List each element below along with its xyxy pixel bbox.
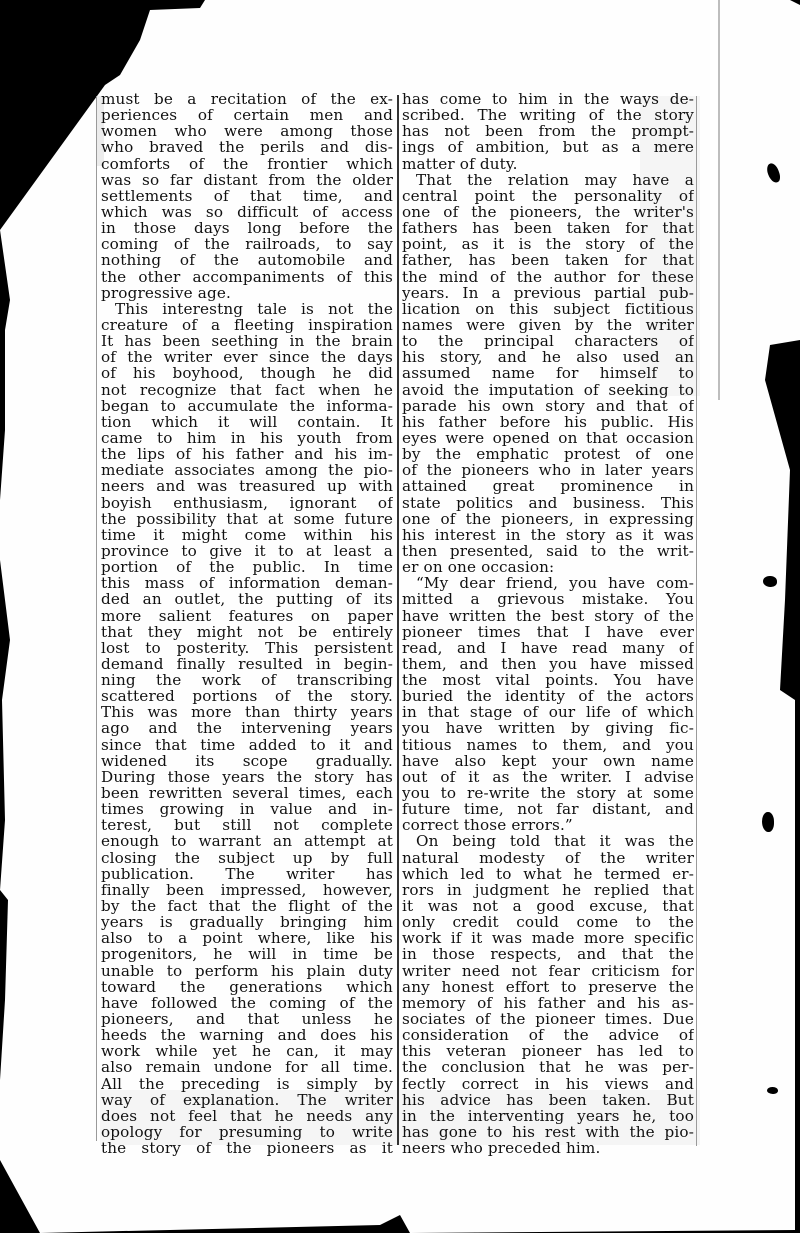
text-line: the possibility that at some future [101,510,393,527]
text-line: tion which it will contain. It [101,413,393,430]
text-line: lost to posterity. This persistent [101,639,393,656]
text-line: periences of certain men and [101,107,393,124]
text-line: also remain undone for all time. [101,1059,393,1076]
text-line: writer need not fear criticism for [402,962,694,979]
text-line: his story, and he also used an [402,349,694,366]
text-line: the lips of his father and his im- [101,446,393,463]
text-line: widened its scope gradually. [101,752,393,769]
text-line: work while yet he can, it may [101,1043,393,1060]
text-column-right [402,91,694,1156]
text-line: the most vital points. You have [402,672,694,689]
text-line: way of explanation. The writer [101,1091,393,1108]
text-line: lication on this subject fictitious [402,300,694,317]
text-line: of the writer ever since the days [101,349,393,366]
text-line: was so far distant from the older [101,171,393,188]
text-line: coming of the railroads, to say [101,236,393,253]
text-line: more salient features on paper [101,607,393,624]
text-line: the mind of the author for these [402,268,694,285]
text-column-left [101,91,393,1156]
text-line: heeds the warning and does his [101,1027,393,1044]
text-line: since that time added to it and [101,736,393,753]
text-line: comforts of the frontier which [101,155,393,172]
text-line: progenitors, he will in time be [101,946,393,963]
text-line: point, as it is the story of the [402,236,694,253]
text-line: pioneer times that I have ever [402,623,694,640]
text-line: the conclusion that he was per- [402,1059,694,1076]
text-line: progressive age. [101,284,231,301]
text-line: have also kept your own name [402,752,694,769]
text-line: fectly correct in his views and [402,1075,694,1092]
text-line: the other accompaniments of this [101,268,393,285]
text-line: of his boyhood, though he did [101,365,393,382]
text-line: read, and I have read many of [402,639,694,656]
text-line: scattered portions of the story. [101,688,393,705]
text-line: this veteran pioneer has led to [402,1043,694,1060]
text-line: work if it was made more specific [402,930,694,947]
text-line: All the preceding is simply by [101,1075,393,1092]
text-line: During those years the story has [101,768,393,786]
text-line: terest, but still not complete [101,817,393,834]
text-line: creature of a fleeting inspiration [101,316,393,334]
ink-blot [762,812,774,832]
text-line: which led to what he termed er- [402,865,694,882]
text-line: any honest effort to preserve the [402,978,694,995]
text-line: you to re-write the story at some [402,785,694,802]
text-line: ded an outlet, the putting of its [101,591,393,608]
text-line: parade his own story and that of [402,397,694,414]
text-line: This interestng tale is not the [115,300,393,317]
text-line: eyes were opened on that occasion [402,429,694,447]
text-line: out of it as the writer. I advise [402,768,694,786]
text-line: also to a point where, like his [101,930,393,947]
text-line: the story of the pioneers as it [101,1140,393,1157]
text-line: of the pioneers who in later years [402,462,694,479]
text-line: it was not a good excuse, that [402,898,694,915]
text-line: state politics and business. This [402,494,694,511]
text-line: not recognize that fact when he [101,381,393,398]
text-line: portion of the public. In time [101,559,393,576]
text-line: been rewritten several times, each [101,785,393,802]
text-line: mediate associates among the pio- [101,462,393,479]
text-line: you have written by giving fic- [402,720,694,737]
text-line: titious names to them, and you [402,736,694,753]
text-line: It has been seething in the brain [101,333,393,350]
text-line: On being told that it was the [416,833,694,850]
text-line: by the emphatic protest of one [402,446,694,463]
text-line: matter of duty. [402,155,518,172]
ink-blot [763,576,777,587]
text-line: in those respects, and that the [402,946,694,963]
text-line: boyish enthusiasm, ignorant of [101,494,393,511]
text-line: one of the pioneers, in expressing [402,510,694,527]
text-line: his father before his public. His [402,413,694,430]
text-line: ning the work of transcribing [101,672,393,689]
text-line: have written the best story of the [402,607,694,624]
text-line: natural modesty of the writer [402,849,694,866]
text-line: province to give it to at least a [101,542,393,560]
text-line: demand finally resulted in begin- [101,655,393,673]
text-line: enough to warrant an attempt at [101,833,393,850]
text-line: That the relation may have a [416,171,694,188]
text-line: time it might come within his [101,526,393,543]
text-line: in that stage of our life of which [402,704,694,721]
text-line: them, and then you have missed [402,655,694,673]
text-line: scribed. The writing of the story [402,107,694,124]
text-line: fathers has been taken for that [402,220,694,237]
text-line: has come to him in the ways de- [402,91,694,108]
text-line: assumed name for himself to [402,365,694,382]
text-line: father, has been taken for that [402,252,694,269]
text-line: his advice has been taken. But [402,1091,694,1108]
text-line: then presented, said to the writ- [402,542,694,560]
text-line: neers and was treasured up with [101,478,393,495]
text-line: only credit could come to the [402,914,694,931]
text-line: consideration of the advice of [402,1027,694,1044]
text-line: future time, not far distant, and [402,801,694,818]
text-line: memory of his father and his as- [402,994,694,1012]
text-line: central point the personality of [402,187,694,204]
text-line: that they might not be entirely [101,623,393,640]
text-line: settlements of that time, and [101,187,393,204]
text-line: ago and the intervening years [101,720,393,737]
text-line: by the fact that the flight of the [101,898,393,915]
text-line: “My dear friend, you have com- [416,575,694,592]
text-line: his interest in the story as it was [402,526,694,543]
text-line: have followed the coming of the [101,994,393,1012]
text-line: ings of ambition, but as a mere [402,139,694,156]
text-line: nothing of the automobile and [101,252,393,269]
text-line: does not feel that he needs any [101,1107,393,1124]
text-line: unable to perform his plain duty [101,962,393,979]
text-line: years is gradually bringing him [101,914,393,931]
text-line: mitted a grievous mistake. You [402,591,694,608]
text-line: this mass of information deman- [101,575,393,592]
text-line: rors in judgment he replied that [402,881,694,899]
text-line: er on one occasion: [402,559,555,576]
fold-line [718,0,720,400]
text-line: pioneers, and that unless he [101,1011,393,1028]
text-line: to the principal characters of [402,333,694,350]
text-line: years. In a previous partial pub- [402,284,694,301]
text-line: toward the generations which [101,978,393,995]
text-line: who braved the perils and dis- [101,139,393,156]
text-line: sociates of the pioneer times. Due [402,1011,694,1028]
text-line: must be a recitation of the ex- [101,91,393,108]
text-line: avoid the imputation of seeking to [402,381,694,398]
text-line: publication. The writer has [101,865,393,882]
column-rule-left [96,96,97,1141]
text-line: opology for presuming to write [101,1124,393,1141]
text-line: in the interventing years he, too [402,1107,694,1124]
text-line: neers who preceded him. [402,1140,601,1157]
text-line: came to him in his youth from [101,429,393,447]
text-line: began to accumulate the informa- [101,397,393,414]
text-line: women who were among those [101,123,393,140]
text-line: names were given by the writer [402,316,694,334]
column-divider [397,95,399,1145]
text-line: has not been from the prompt- [402,123,694,140]
text-line: correct those errors.” [402,817,573,834]
text-line: has gone to his rest with the pio- [402,1124,694,1141]
text-line: buried the identity of the actors [402,688,694,705]
ink-blot [767,1087,778,1094]
text-line: attained great prominence in [402,478,694,495]
text-line: which was so difficult of access [101,203,393,221]
text-line: times growing in value and in- [101,801,393,818]
text-line: one of the pioneers, the writer's [402,203,694,221]
text-line: finally been impressed, however, [101,881,393,899]
text-line: closing the subject up by full [101,849,393,866]
column-rule-right [696,96,697,1146]
text-line: This was more than thirty years [101,704,393,721]
text-line: in those days long before the [101,220,393,237]
